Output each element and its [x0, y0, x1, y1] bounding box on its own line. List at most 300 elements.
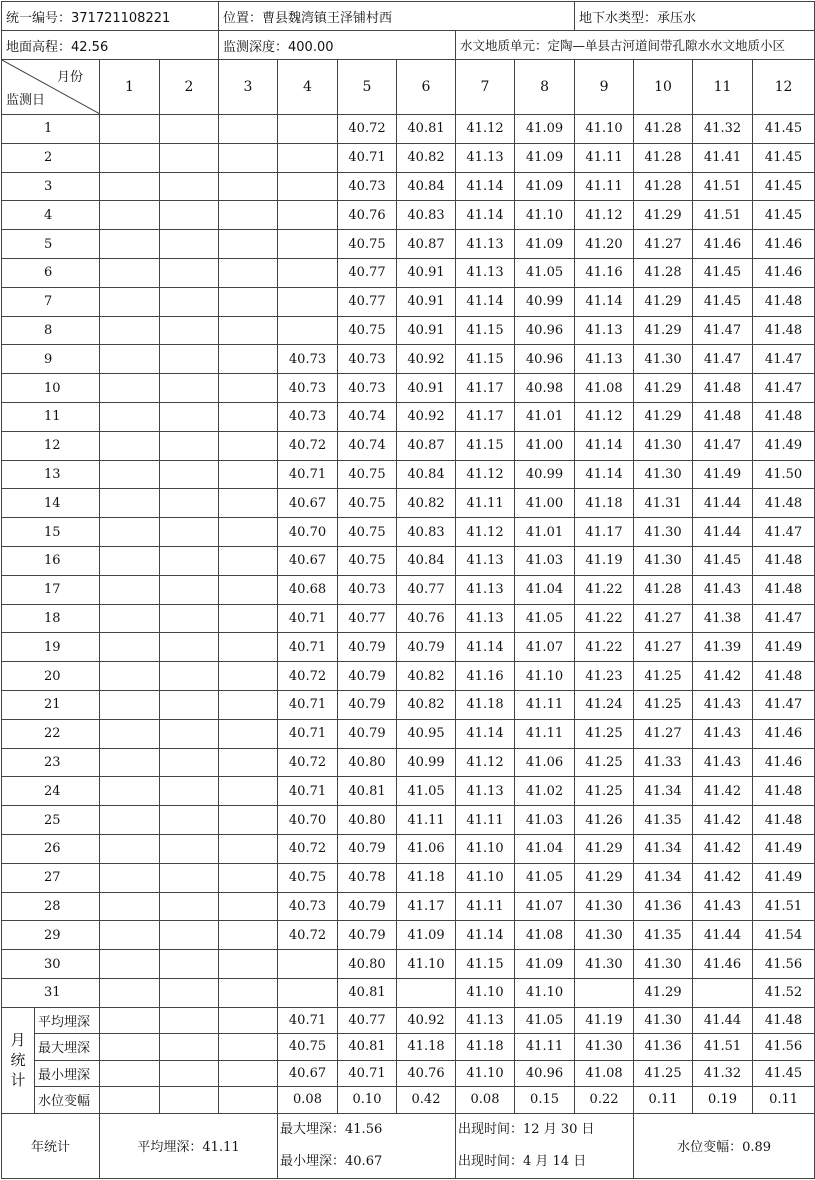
depth-cell: 41.09 — [397, 921, 456, 950]
depth-cell — [219, 950, 278, 979]
stat-cell: 0.19 — [693, 1087, 753, 1114]
annual-avg: 平均埋深：41.11 — [100, 1113, 278, 1178]
depth-cell: 41.04 — [515, 834, 575, 863]
depth-cell: 40.79 — [338, 690, 397, 719]
depth-cell: 41.48 — [753, 402, 815, 431]
depth-cell: 41.11 — [575, 143, 634, 172]
day-number: 27 — [2, 863, 100, 892]
depth-cell: 41.46 — [753, 748, 815, 777]
depth-cell — [100, 690, 160, 719]
depth-cell — [100, 431, 160, 460]
depth-cell — [100, 604, 160, 633]
depth-cell: 41.30 — [634, 546, 693, 575]
day-number: 24 — [2, 777, 100, 806]
depth-cell — [219, 748, 278, 777]
depth-cell: 41.45 — [693, 287, 753, 316]
stat-cell: 0.08 — [278, 1087, 338, 1114]
depth-cell: 41.45 — [753, 143, 815, 172]
depth-cell — [219, 863, 278, 892]
day-number: 1 — [2, 115, 100, 144]
depth-cell: 41.14 — [575, 460, 634, 489]
depth-cell: 41.30 — [575, 892, 634, 921]
depth-cell: 41.30 — [634, 460, 693, 489]
depth-cell: 41.28 — [634, 575, 693, 604]
group-label-char: 月 — [10, 1031, 26, 1050]
depth-cell: 41.49 — [753, 834, 815, 863]
depth-cell: 40.71 — [338, 143, 397, 172]
depth-cell — [219, 287, 278, 316]
stat-cell: 0.15 — [515, 1087, 575, 1114]
depth-cell: 41.00 — [515, 431, 575, 460]
depth-cell: 41.17 — [575, 518, 634, 547]
depth-cell: 41.22 — [575, 633, 634, 662]
depth-cell: 40.79 — [397, 633, 456, 662]
depth-cell — [219, 402, 278, 431]
depth-cell — [219, 258, 278, 287]
depth-cell: 41.44 — [693, 921, 753, 950]
depth-cell: 41.45 — [753, 115, 815, 144]
depth-cell: 40.80 — [338, 806, 397, 835]
depth-cell: 40.92 — [397, 345, 456, 374]
depth-cell — [219, 230, 278, 259]
depth-cell: 40.71 — [278, 690, 338, 719]
depth-cell: 41.48 — [753, 806, 815, 835]
depth-cell: 41.27 — [634, 633, 693, 662]
table-row — [2, 374, 815, 403]
table-row — [2, 287, 815, 316]
depth-cell: 40.99 — [397, 748, 456, 777]
depth-cell: 40.74 — [338, 431, 397, 460]
stat-cell — [100, 1060, 160, 1087]
depth-cell — [278, 950, 338, 979]
depth-cell: 41.14 — [456, 719, 515, 748]
ground-elevation: 地面高程：42.56 — [2, 31, 219, 60]
depth-cell: 40.84 — [397, 172, 456, 201]
depth-cell: 41.11 — [456, 489, 515, 518]
depth-cell — [100, 345, 160, 374]
depth-cell — [219, 921, 278, 950]
depth-cell: 41.29 — [634, 287, 693, 316]
depth-cell: 40.81 — [338, 978, 397, 1007]
depth-cell: 41.06 — [515, 748, 575, 777]
month-header: 8 — [515, 60, 575, 115]
depth-cell: 40.76 — [338, 201, 397, 230]
depth-cell: 41.09 — [515, 950, 575, 979]
depth-cell: 41.11 — [456, 806, 515, 835]
depth-cell: 41.33 — [634, 748, 693, 777]
depth-cell: 41.12 — [456, 115, 515, 144]
depth-cell: 41.25 — [634, 690, 693, 719]
depth-cell: 40.99 — [515, 460, 575, 489]
depth-cell: 40.80 — [338, 748, 397, 777]
depth-cell — [160, 834, 219, 863]
stat-cell: 41.11 — [515, 1034, 575, 1061]
depth-cell: 41.10 — [515, 201, 575, 230]
depth-cell: 40.68 — [278, 575, 338, 604]
depth-cell: 41.48 — [753, 546, 815, 575]
depth-cell: 40.71 — [278, 460, 338, 489]
depth-cell: 41.30 — [634, 345, 693, 374]
depth-cell: 41.23 — [575, 662, 634, 691]
depth-cell: 41.29 — [634, 201, 693, 230]
depth-cell: 41.30 — [634, 431, 693, 460]
stat-cell — [100, 1034, 160, 1061]
annual-times — [456, 1113, 634, 1178]
depth-cell: 40.75 — [278, 863, 338, 892]
depth-cell — [100, 287, 160, 316]
depth-cell: 40.83 — [397, 201, 456, 230]
depth-cell: 41.41 — [693, 143, 753, 172]
stat-row — [2, 1060, 815, 1087]
depth-cell — [278, 201, 338, 230]
depth-cell — [160, 431, 219, 460]
depth-cell — [219, 172, 278, 201]
stat-cell: 40.81 — [338, 1034, 397, 1061]
stat-cell: 40.96 — [515, 1060, 575, 1087]
depth-cell: 41.25 — [575, 777, 634, 806]
depth-cell: 40.71 — [278, 633, 338, 662]
depth-cell: 41.46 — [693, 950, 753, 979]
depth-cell — [278, 978, 338, 1007]
depth-cell — [160, 316, 219, 345]
depth-cell: 41.14 — [456, 287, 515, 316]
stat-cell: 40.76 — [397, 1060, 456, 1087]
table-row — [2, 201, 815, 230]
depth-cell — [100, 719, 160, 748]
group-label-char: 计 — [10, 1071, 26, 1090]
depth-cell — [219, 575, 278, 604]
depth-cell — [575, 978, 634, 1007]
depth-cell: 41.32 — [693, 115, 753, 144]
stat-cell: 40.75 — [278, 1034, 338, 1061]
depth-cell: 41.10 — [397, 950, 456, 979]
day-number: 17 — [2, 575, 100, 604]
depth-cell: 40.72 — [278, 921, 338, 950]
depth-cell: 40.75 — [338, 230, 397, 259]
depth-cell: 41.38 — [693, 604, 753, 633]
header-row — [2, 60, 815, 115]
depth-cell: 41.10 — [515, 662, 575, 691]
depth-cell — [160, 402, 219, 431]
depth-cell: 40.99 — [515, 287, 575, 316]
stat-cell: 41.48 — [753, 1007, 815, 1034]
depth-cell: 41.42 — [693, 834, 753, 863]
depth-cell: 41.16 — [456, 662, 515, 691]
depth-cell — [219, 374, 278, 403]
depth-cell: 41.43 — [693, 719, 753, 748]
annual-min-time: 出现时间：4 月 14 日 — [458, 1153, 587, 1169]
depth-cell: 40.87 — [397, 230, 456, 259]
depth-cell — [219, 892, 278, 921]
depth-cell: 41.43 — [693, 892, 753, 921]
depth-cell: 41.10 — [456, 978, 515, 1007]
depth-cell: 41.11 — [575, 172, 634, 201]
stat-cell: 40.71 — [338, 1060, 397, 1087]
depth-cell: 41.01 — [515, 518, 575, 547]
day-number: 10 — [2, 374, 100, 403]
depth-cell: 41.48 — [753, 777, 815, 806]
depth-cell: 41.13 — [456, 546, 515, 575]
stat-cell — [160, 1087, 219, 1114]
stat-cell: 40.67 — [278, 1060, 338, 1087]
depth-cell: 40.72 — [278, 662, 338, 691]
depth-cell: 41.42 — [693, 662, 753, 691]
depth-cell: 40.92 — [397, 402, 456, 431]
month-header: 11 — [693, 60, 753, 115]
depth-cell: 41.26 — [575, 806, 634, 835]
annual-stats-row — [2, 1113, 815, 1178]
stat-row — [2, 1007, 815, 1034]
depth-cell: 41.22 — [575, 604, 634, 633]
table-row — [2, 834, 815, 863]
table-row — [2, 604, 815, 633]
depth-cell — [219, 546, 278, 575]
depth-cell: 40.91 — [397, 316, 456, 345]
hydro-unit: 水文地质单元：定陶—单县古河道间带孔隙水水文地质小区 — [456, 31, 815, 60]
depth-cell — [100, 978, 160, 1007]
depth-cell: 40.71 — [278, 719, 338, 748]
depth-cell — [160, 633, 219, 662]
table-row — [2, 777, 815, 806]
monitor-depth: 监测深度：400.00 — [219, 31, 456, 60]
depth-cell: 41.03 — [515, 806, 575, 835]
depth-cell: 41.14 — [456, 172, 515, 201]
stat-cell — [219, 1060, 278, 1087]
depth-cell: 41.30 — [575, 921, 634, 950]
depth-cell — [160, 978, 219, 1007]
depth-cell: 41.18 — [575, 489, 634, 518]
table-row — [2, 719, 815, 748]
depth-cell — [100, 863, 160, 892]
day-number: 19 — [2, 633, 100, 662]
depth-cell: 41.51 — [693, 172, 753, 201]
depth-cell: 41.18 — [397, 863, 456, 892]
depth-cell: 40.73 — [338, 374, 397, 403]
depth-cell: 40.82 — [397, 662, 456, 691]
depth-cell: 41.29 — [575, 863, 634, 892]
day-number: 16 — [2, 546, 100, 575]
depth-cell — [219, 115, 278, 144]
depth-cell — [100, 115, 160, 144]
depth-cell: 41.28 — [634, 115, 693, 144]
depth-cell: 41.13 — [456, 258, 515, 287]
diagonal-header-cell — [2, 60, 100, 115]
stat-label: 最小埋深 — [35, 1060, 100, 1087]
depth-cell — [219, 777, 278, 806]
month-header: 5 — [338, 60, 397, 115]
depth-cell: 41.15 — [456, 431, 515, 460]
table-row — [2, 662, 815, 691]
depth-cell — [219, 431, 278, 460]
depth-cell: 41.25 — [634, 662, 693, 691]
depth-cell: 41.28 — [634, 258, 693, 287]
depth-cell: 40.79 — [338, 892, 397, 921]
day-number: 20 — [2, 662, 100, 691]
depth-cell — [219, 604, 278, 633]
depth-cell — [160, 345, 219, 374]
depth-cell — [100, 777, 160, 806]
day-number: 22 — [2, 719, 100, 748]
annual-max: 最大埋深：41.56 — [280, 1121, 383, 1137]
depth-cell: 41.09 — [515, 115, 575, 144]
depth-cell — [160, 143, 219, 172]
day-number: 11 — [2, 402, 100, 431]
stat-cell — [160, 1060, 219, 1087]
depth-cell: 40.79 — [338, 719, 397, 748]
depth-cell: 41.27 — [634, 719, 693, 748]
depth-cell — [100, 489, 160, 518]
table-row — [2, 546, 815, 575]
depth-cell: 41.27 — [634, 230, 693, 259]
meta-row-2 — [2, 31, 815, 60]
depth-cell: 41.47 — [753, 518, 815, 547]
stat-cell: 41.18 — [456, 1034, 515, 1061]
depth-cell: 40.82 — [397, 143, 456, 172]
stat-label: 平均埋深 — [35, 1007, 100, 1034]
stat-cell — [219, 1034, 278, 1061]
stat-row — [2, 1034, 815, 1061]
depth-cell: 41.20 — [575, 230, 634, 259]
depth-cell: 41.12 — [575, 402, 634, 431]
stat-cell: 0.42 — [397, 1087, 456, 1114]
depth-cell: 40.75 — [338, 518, 397, 547]
depth-cell: 41.14 — [575, 287, 634, 316]
depth-cell: 41.44 — [693, 489, 753, 518]
depth-cell: 41.05 — [515, 258, 575, 287]
depth-cell — [100, 172, 160, 201]
table-row — [2, 258, 815, 287]
depth-cell: 40.73 — [338, 172, 397, 201]
depth-cell — [160, 230, 219, 259]
depth-cell: 41.43 — [693, 575, 753, 604]
table-row — [2, 345, 815, 374]
depth-cell: 41.14 — [456, 201, 515, 230]
depth-cell: 41.42 — [693, 777, 753, 806]
depth-cell — [160, 777, 219, 806]
stat-cell: 41.30 — [575, 1034, 634, 1061]
depth-cell: 41.09 — [515, 230, 575, 259]
depth-cell: 41.12 — [575, 201, 634, 230]
stat-cell: 41.56 — [753, 1034, 815, 1061]
depth-cell: 41.54 — [753, 921, 815, 950]
depth-cell — [160, 662, 219, 691]
depth-cell — [219, 460, 278, 489]
depth-cell — [100, 230, 160, 259]
table-row — [2, 115, 815, 144]
day-number: 14 — [2, 489, 100, 518]
depth-cell: 40.72 — [278, 431, 338, 460]
depth-cell — [160, 460, 219, 489]
depth-cell — [219, 345, 278, 374]
depth-cell — [100, 806, 160, 835]
depth-cell — [278, 258, 338, 287]
depth-cell: 41.47 — [753, 345, 815, 374]
depth-cell: 41.42 — [693, 863, 753, 892]
depth-cell: 40.84 — [397, 546, 456, 575]
depth-cell: 41.29 — [634, 374, 693, 403]
depth-cell: 41.47 — [753, 374, 815, 403]
depth-cell — [219, 518, 278, 547]
stat-cell: 40.92 — [397, 1007, 456, 1034]
depth-cell: 40.79 — [338, 921, 397, 950]
depth-cell: 41.47 — [693, 345, 753, 374]
table-row — [2, 402, 815, 431]
depth-cell: 41.49 — [753, 431, 815, 460]
stat-cell: 40.77 — [338, 1007, 397, 1034]
month-header: 10 — [634, 60, 693, 115]
depth-cell: 41.48 — [753, 489, 815, 518]
depth-cell — [160, 950, 219, 979]
depth-cell: 41.44 — [693, 518, 753, 547]
depth-cell — [160, 604, 219, 633]
depth-cell: 41.48 — [693, 402, 753, 431]
stat-cell: 41.36 — [634, 1034, 693, 1061]
table-row — [2, 863, 815, 892]
stat-cell: 0.10 — [338, 1087, 397, 1114]
depth-cell: 41.05 — [515, 863, 575, 892]
depth-cell: 41.19 — [575, 546, 634, 575]
day-number: 2 — [2, 143, 100, 172]
depth-cell: 41.46 — [753, 719, 815, 748]
depth-cell: 41.52 — [753, 978, 815, 1007]
depth-cell: 41.18 — [456, 690, 515, 719]
table-row — [2, 892, 815, 921]
depth-cell: 41.13 — [456, 143, 515, 172]
stat-cell — [160, 1007, 219, 1034]
depth-cell: 41.02 — [515, 777, 575, 806]
depth-cell — [278, 316, 338, 345]
depth-cell — [160, 374, 219, 403]
stat-cell: 41.25 — [634, 1060, 693, 1087]
depth-cell: 40.82 — [397, 690, 456, 719]
stat-cell: 41.30 — [634, 1007, 693, 1034]
depth-cell: 40.96 — [515, 345, 575, 374]
depth-cell: 41.15 — [456, 316, 515, 345]
depth-cell — [100, 921, 160, 950]
depth-cell: 41.28 — [634, 172, 693, 201]
depth-cell: 40.80 — [338, 950, 397, 979]
depth-cell: 40.75 — [338, 460, 397, 489]
depth-cell — [219, 143, 278, 172]
month-header: 4 — [278, 60, 338, 115]
day-number: 30 — [2, 950, 100, 979]
depth-cell — [100, 201, 160, 230]
depth-cell: 41.49 — [693, 460, 753, 489]
meta-row-1 — [2, 2, 815, 31]
depth-cell: 41.25 — [575, 719, 634, 748]
depth-cell: 40.77 — [338, 287, 397, 316]
depth-cell: 41.35 — [634, 921, 693, 950]
depth-cell: 41.12 — [456, 748, 515, 777]
depth-cell — [278, 287, 338, 316]
depth-cell: 41.29 — [575, 834, 634, 863]
table-row — [2, 575, 815, 604]
stat-cell — [100, 1087, 160, 1114]
depth-cell: 40.81 — [338, 777, 397, 806]
depth-cell: 41.51 — [753, 892, 815, 921]
depth-cell: 41.12 — [456, 518, 515, 547]
stat-cell: 0.08 — [456, 1087, 515, 1114]
depth-cell: 40.79 — [338, 834, 397, 863]
depth-cell: 41.45 — [693, 546, 753, 575]
stat-cell: 41.32 — [693, 1060, 753, 1087]
day-number: 21 — [2, 690, 100, 719]
depth-cell: 41.11 — [456, 892, 515, 921]
depth-cell: 41.15 — [456, 950, 515, 979]
depth-cell: 41.46 — [753, 258, 815, 287]
depth-cell: 40.77 — [397, 575, 456, 604]
depth-cell — [160, 172, 219, 201]
